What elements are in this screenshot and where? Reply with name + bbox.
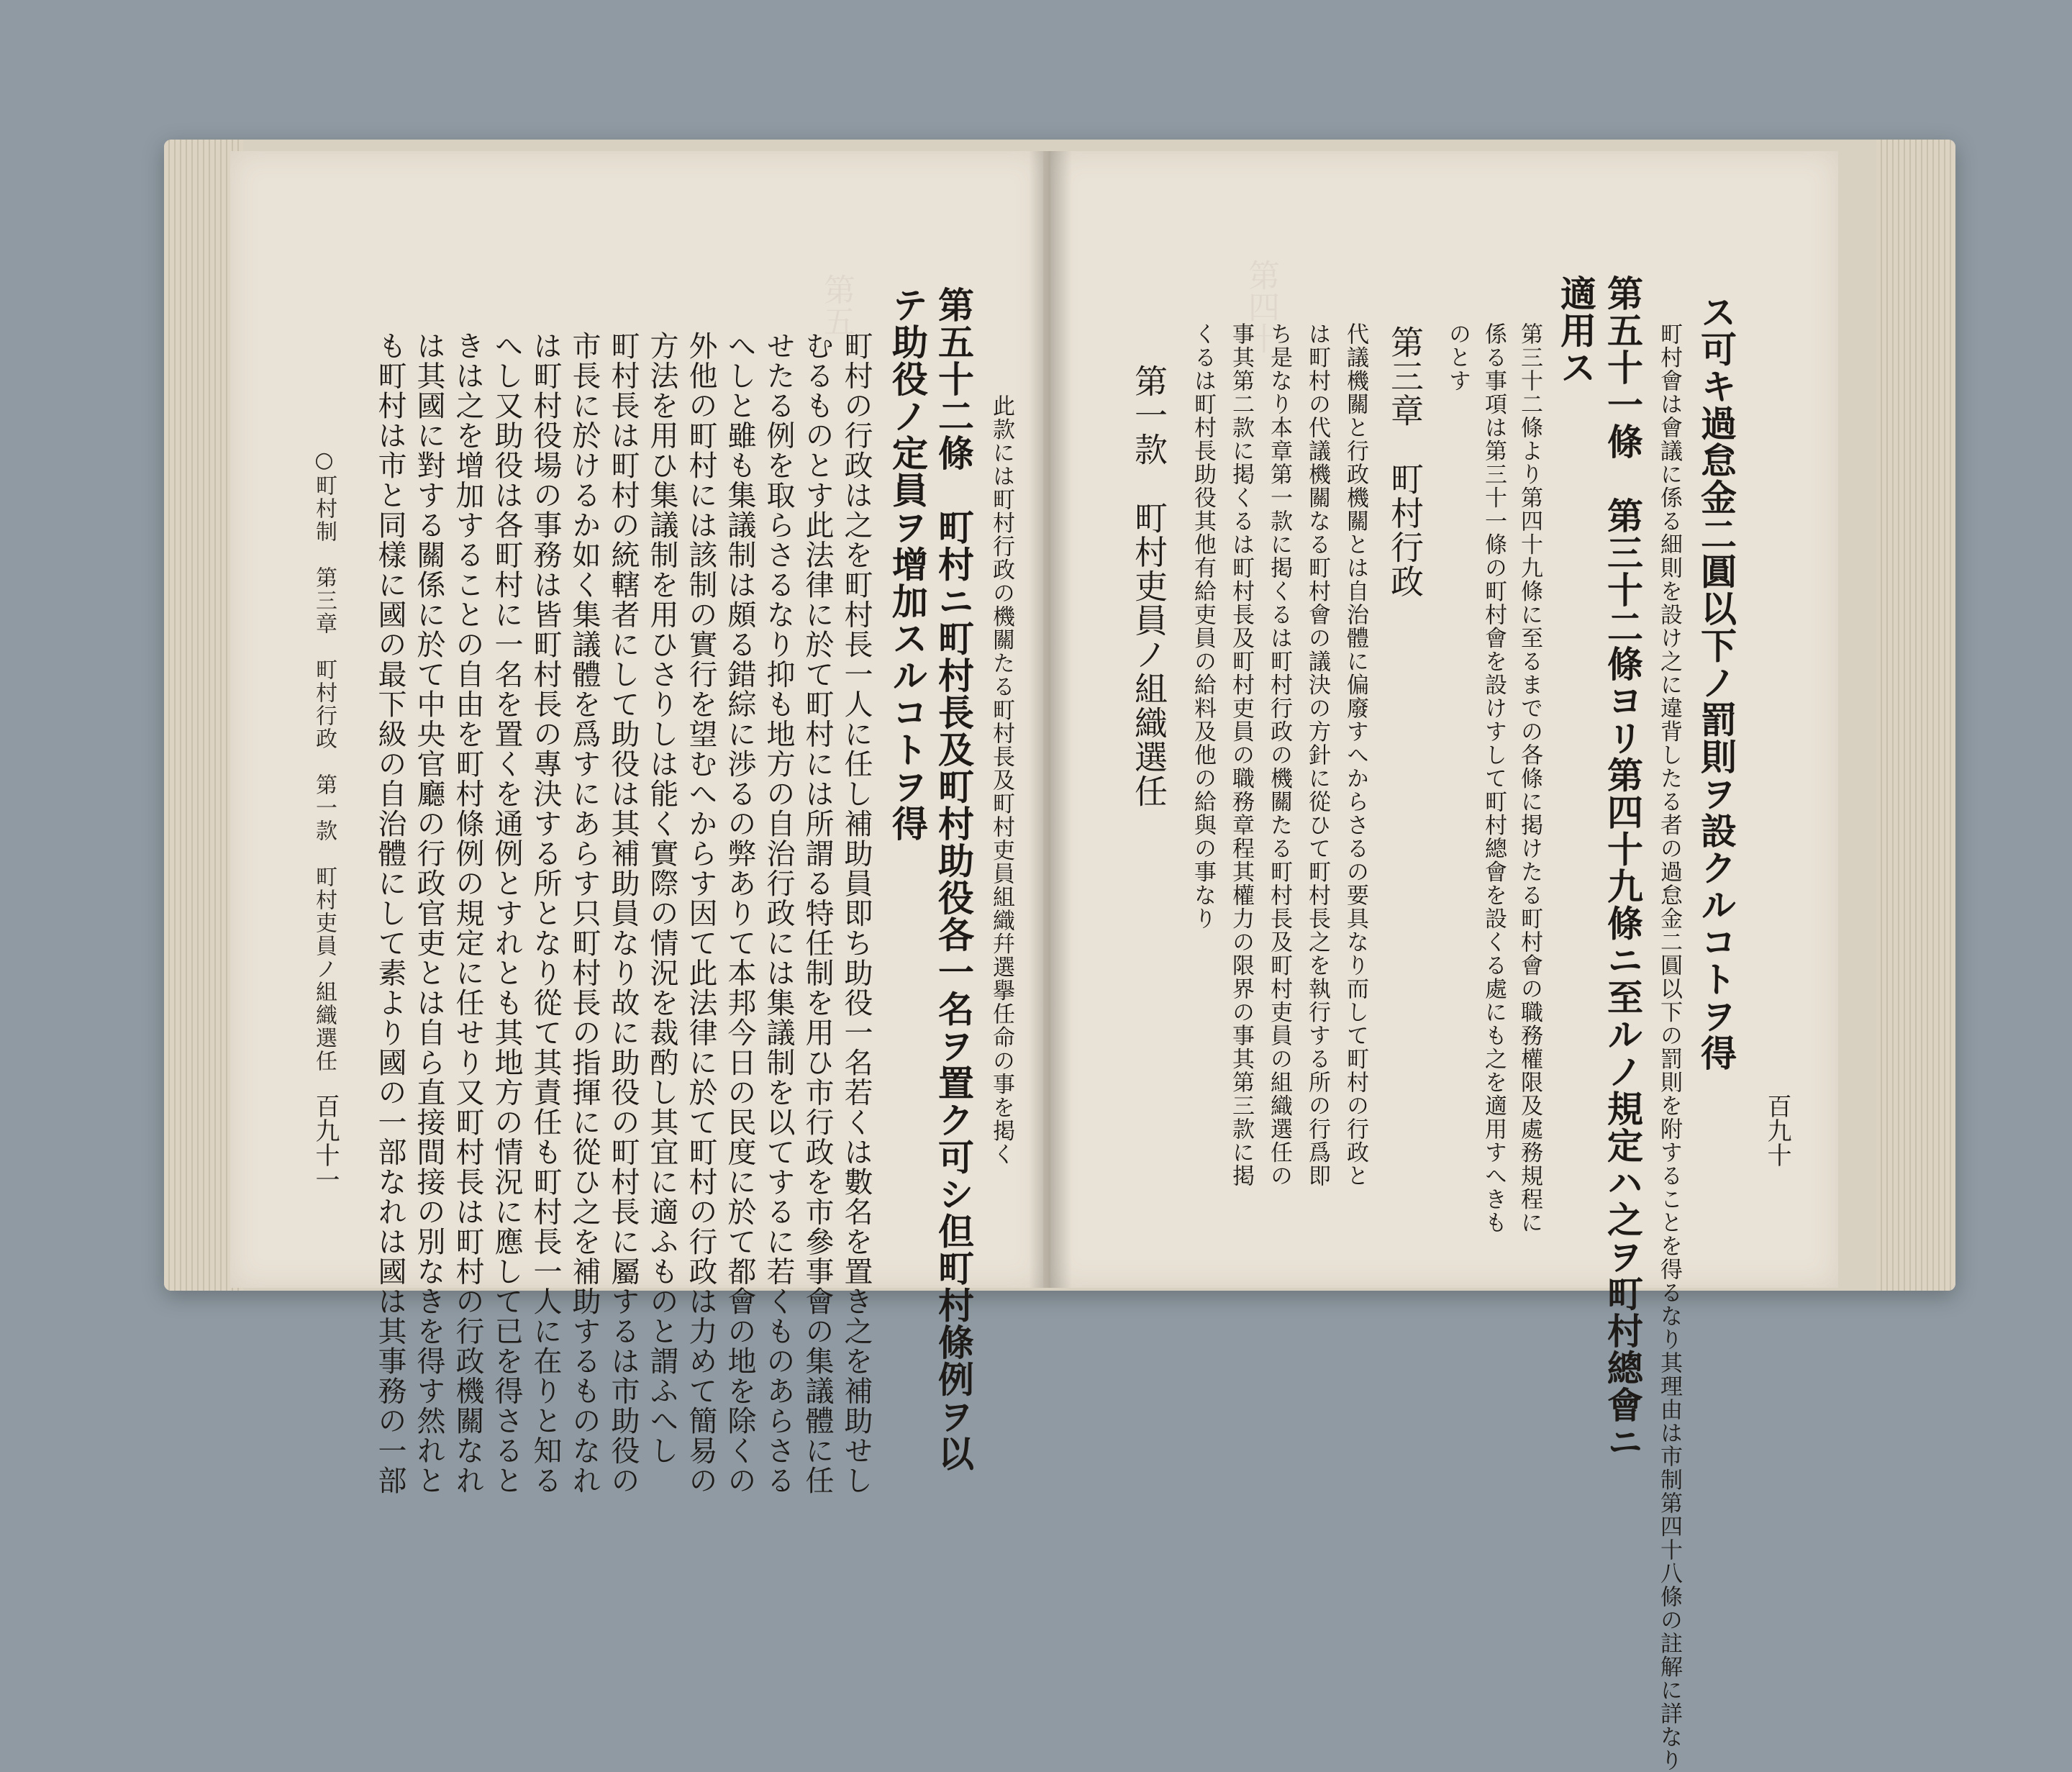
show-through-mark: 第四十: [1242, 259, 1279, 354]
text-column: くるは町村長助役其他有給吏員の給料及他の給與の事なり: [1190, 322, 1216, 930]
text-column: 適用ス: [1555, 275, 1597, 386]
text-column: 第三十二條より第四十九條に至るまでの各條に掲けたる町村會の職務權限及處務規程に: [1517, 322, 1542, 1235]
text-column: テ助役ノ定員ヲ增加スルコトヲ得: [886, 286, 929, 842]
page-number-right: 百九十: [1763, 1094, 1791, 1167]
chapter-heading: 第三章 町村行政: [1386, 325, 1424, 599]
text-column: は町村役場の事務は皆町村長の專決する所となり從て其責任も町村長一人に在りと知る: [529, 331, 562, 1496]
text-column: ス可キ過怠金二圓以下ノ罰則ヲ設クルコトヲ得: [1695, 294, 1737, 1072]
right-page-edges: [1876, 140, 1955, 1291]
text-column: せたる例を取らさるなり抑も地方の自治行政には集議制を以てするに若くものあらさる: [762, 331, 795, 1496]
text-column: は町村の代議機關なる町村會の議決の方針に從ひて町村長之を執行する所の行爲即: [1304, 322, 1330, 1188]
text-column: 町村の行政は之を町村長一人に任し補助員即ち助役一名若くは數名を置き之を補助せし: [840, 331, 873, 1496]
text-column: 係る事項は第三十一條の町村會を設けすして町村總會を設くる處にも之を適用すへきも: [1481, 322, 1507, 1235]
text-column: 町村會は會議に係る細則を設け之に違背したる者の過怠金二圓以下の罰則を附することを得るなり其理由は市制第四十八條の註解に詳なり: [1656, 322, 1682, 1772]
show-through-mark: 第五: [818, 273, 855, 337]
text-column: 町村長は町村の統轄者にして助役は其補助員なり故に助役の町村長に屬するは市助役の: [606, 331, 640, 1496]
page-number-left: 百九十一: [311, 1094, 340, 1191]
text-column: 外他の町村には該制の實行を望むへからす因て此法律に於て町村の行政は力めて簡易の: [684, 331, 717, 1496]
text-column: 市長に於けるか如く集議體を爲すにあらす只町村長の指揮に從ひ之を補助するものなれ: [568, 331, 601, 1496]
text-column: むるものとす此法律に於て町村には所謂る特任制を用ひ市行政を市參事會の集議體に任: [801, 331, 834, 1496]
text-column: きは之を增加することの自由を町村條例の規定に任せり又町村長は町村の行政機關なれ: [451, 331, 484, 1496]
text-column: へし又助役は各町村に一名を置くを通例とすれとも其地方の情況に應して已を得さると: [490, 331, 523, 1496]
book-gutter: [1029, 151, 1072, 1288]
text-column: ち是なり本章第一款に掲くるは町村行政の機關たる町村長及町村吏員の組織選任の: [1266, 322, 1292, 1188]
text-column: のとす: [1445, 322, 1471, 393]
text-column: は其國に對する關係に於て中央官廳の行政官吏とは自ら直接間接の別なきを得す然れと: [412, 331, 445, 1496]
text-column: へしと雖も集議制は頗る錯綜に渉るの弊ありて本邦今日の民度に於て都會の地を除くの: [723, 331, 756, 1496]
text-column: 事其第二款に掲くるは町村長及町村吏員の職務章程其權力の限界の事其第三款に掲: [1228, 322, 1254, 1188]
article-heading: 第五十二條 町村ニ町村長及町村助役各一名ヲ置ク可シ但町村條例ヲ以: [932, 286, 975, 1472]
running-footer: ○町村制 第三章 町村行政 第一款 町村吏員ノ組織選任: [312, 447, 337, 1073]
text-column: 代議機關と行政機關とは自治體に偏廢すへからさるの要具なり而して町村の行政と: [1342, 322, 1368, 1188]
article-heading: 第五十一條 第三十二條ヨリ第四十九條ニ至ルノ規定ハ之ヲ町村總會ニ: [1601, 275, 1644, 1460]
text-column: 方法を用ひ集議制を用ひさりしは能く實際の情況を裁酌し其宜に適ふものと謂ふへし: [645, 331, 678, 1466]
text-column: も町村は市と同樣に國の最下級の自治體にして素より國の一部なれは國は其事務の一部: [373, 331, 406, 1496]
section-heading: 第一款 町村吏員ノ組織選任: [1130, 364, 1168, 809]
text-column: 此款には町村行政の機關たる町村長及町村吏員組織幷選擧任命の事を掲く: [989, 394, 1014, 1166]
